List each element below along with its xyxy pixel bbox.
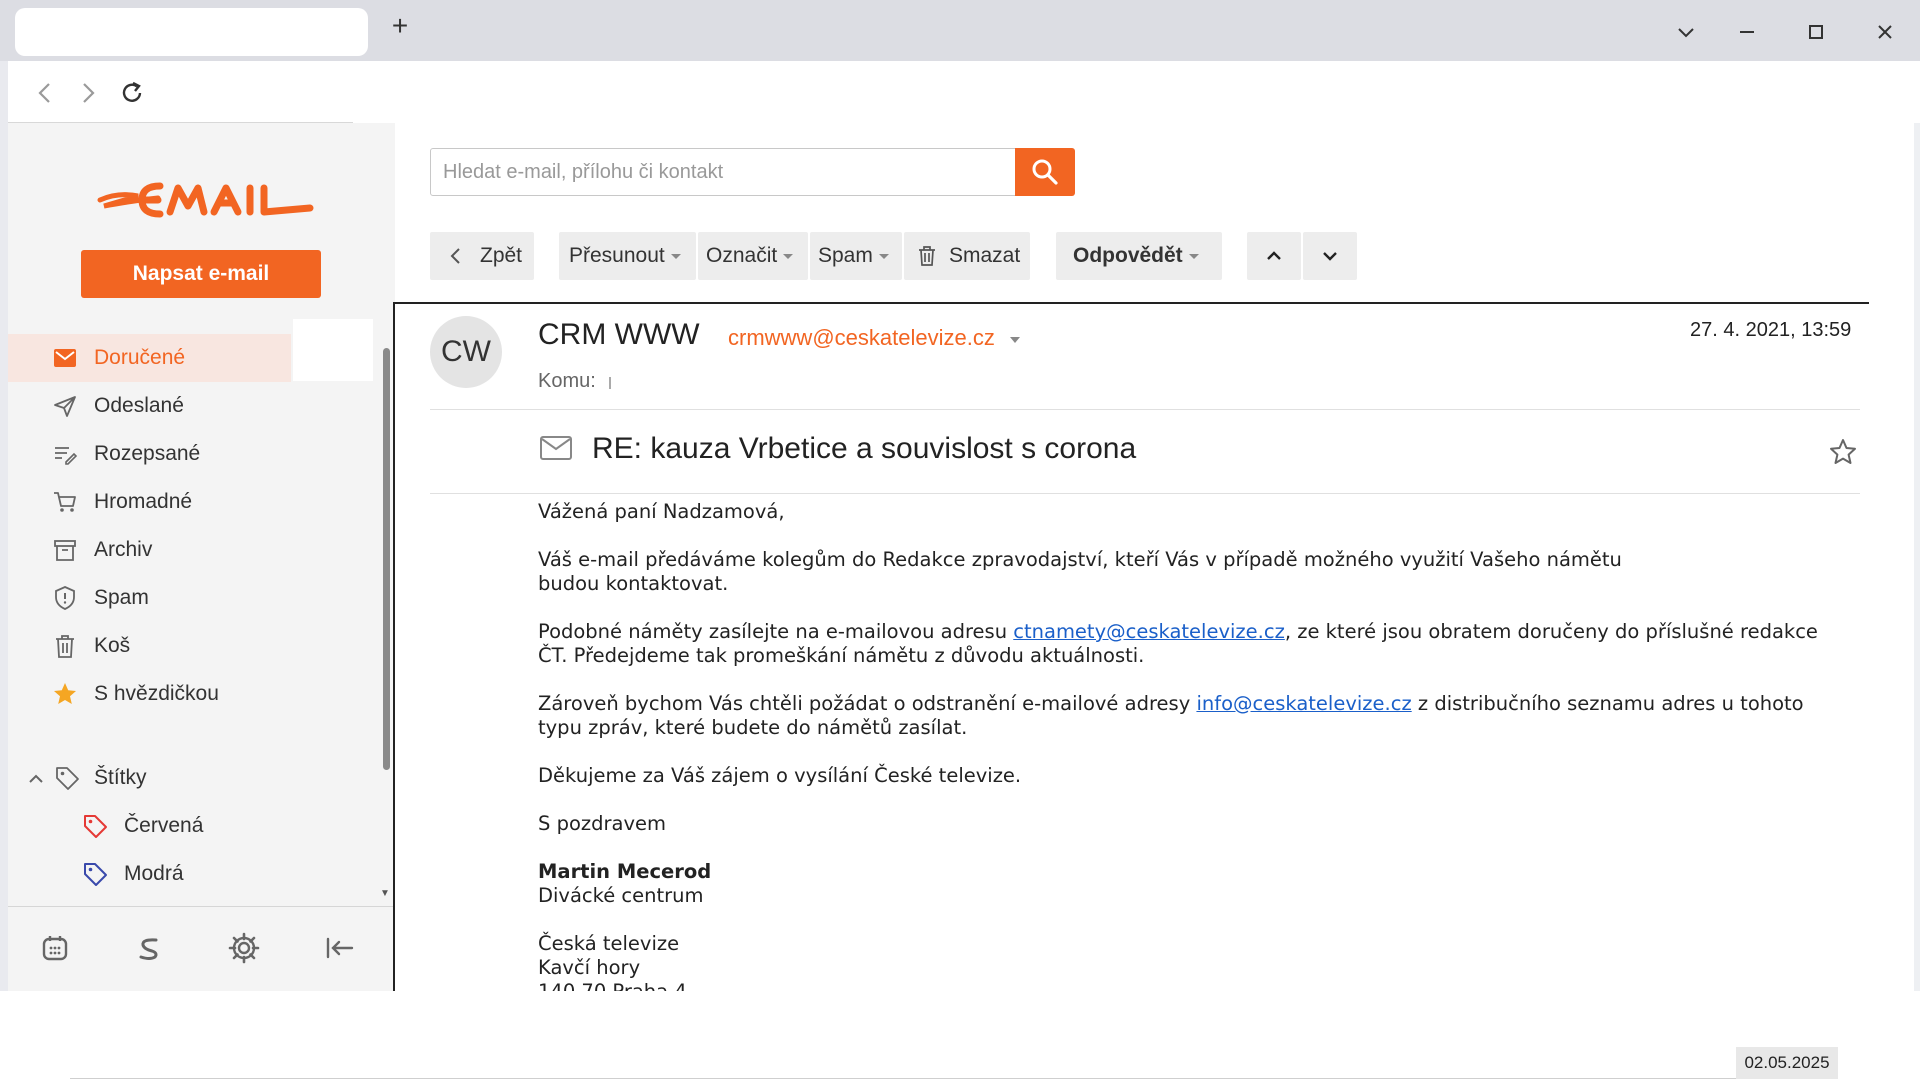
- envelope-outline-icon: [539, 434, 573, 462]
- body-text: Váš e-mail předáváme kolegům do Redakce zpravodajství, kteří Vás v případě možného využití Vašeho námětu: [538, 548, 1622, 571]
- previous-message-button[interactable]: [1247, 232, 1301, 280]
- compose-button[interactable]: Napsat e-mail: [81, 250, 321, 298]
- draft-icon: [52, 441, 78, 467]
- sidebar-labels-header[interactable]: [8, 754, 291, 802]
- body-text: budou kontaktovat.: [538, 572, 729, 595]
- organization-name: Česká televize: [538, 932, 680, 955]
- trash-icon: [52, 633, 78, 659]
- info-link[interactable]: info@ceskatelevize.cz: [1196, 692, 1412, 715]
- move-button[interactable]: [559, 232, 696, 280]
- page-bottom: [0, 991, 1920, 1087]
- body-paragraph: [538, 692, 1858, 740]
- scroll-down-arrow-icon[interactable]: ▼: [380, 888, 390, 899]
- sidebar-item-drafts[interactable]: [8, 430, 291, 478]
- sidebar-item-spam[interactable]: [8, 574, 291, 622]
- body-text: Zároveň bychom Vás chtěli požádat o odstranění e-mailové adresy: [538, 692, 1197, 715]
- recipient-label: Komu:: [538, 370, 596, 392]
- sidebar-item-label: Rozepsané: [94, 442, 201, 465]
- maximize-icon[interactable]: [1800, 16, 1832, 48]
- window-edge: [0, 61, 8, 991]
- body-text: z distribučního seznamu adres u tohoto: [1411, 692, 1804, 715]
- trash-icon: [916, 245, 938, 267]
- new-tab-button[interactable]: +: [391, 10, 409, 41]
- body-paragraph: [538, 548, 1858, 596]
- body-text: typu zpráv, které budete do námětů zasílat.: [538, 716, 968, 739]
- sidebar-footer: [8, 906, 395, 991]
- sidebar-item-trash[interactable]: [8, 622, 291, 670]
- seznam-s-icon[interactable]: [132, 931, 166, 965]
- avatar: CW: [430, 316, 502, 388]
- sidebar-item-label: S hvězdičkou: [94, 682, 219, 705]
- sidebar-item-starred[interactable]: [8, 670, 291, 718]
- chevron-left-icon: [446, 246, 466, 266]
- calendar-icon[interactable]: [38, 931, 72, 965]
- body-paragraph: [538, 620, 1858, 668]
- delete-button[interactable]: [904, 232, 1030, 280]
- tab-list-icon[interactable]: [1670, 16, 1702, 48]
- message-body: [538, 500, 1858, 989]
- sidebar-item-label: Odeslané: [94, 394, 184, 417]
- tag-red-icon: [82, 813, 108, 839]
- sidebar-item-label: Modrá: [124, 862, 184, 885]
- sidebar-item-sent[interactable]: [8, 382, 291, 430]
- gear-icon[interactable]: [227, 931, 261, 965]
- tag-icon: [54, 765, 80, 791]
- sidebar-item-label: Štítky: [94, 766, 147, 789]
- divider: [430, 493, 1860, 494]
- close-icon[interactable]: [1869, 16, 1901, 48]
- mark-label: Označit: [706, 244, 778, 267]
- sidebar-scrollbar[interactable]: [383, 348, 390, 770]
- divider: [70, 1078, 1830, 1079]
- signature: [538, 860, 1858, 908]
- archive-icon: [52, 537, 78, 563]
- greeting: Vážená paní Nadzamová,: [538, 500, 785, 523]
- caret-down-icon: [879, 254, 889, 259]
- body-text: Podobné náměty zasílejte na e-mailovou adresu: [538, 620, 1014, 643]
- sidebar-item-label: Koš: [94, 634, 131, 657]
- caret-down-icon[interactable]: [1010, 337, 1020, 343]
- tag-blue-icon: [82, 861, 108, 887]
- chevron-up-icon[interactable]: [26, 769, 46, 789]
- send-icon: [52, 393, 78, 419]
- signature-department: Divácké centrum: [538, 884, 704, 907]
- closing: S pozdravem: [538, 812, 666, 835]
- divider: [430, 409, 1860, 410]
- mark-button[interactable]: [698, 232, 808, 280]
- shield-icon: [52, 585, 78, 611]
- spam-label: Spam: [818, 244, 873, 267]
- star-icon: [52, 681, 78, 707]
- forward-arrow-icon[interactable]: [73, 78, 103, 108]
- reply-button[interactable]: [1056, 232, 1222, 280]
- chevron-down-icon: [1320, 246, 1340, 266]
- body-text: ČT. Předejdeme tak promeškání námětu z důvodu aktuálnosti.: [538, 644, 1145, 667]
- star-outline-icon[interactable]: [1828, 437, 1858, 467]
- body-text: , ze které jsou obratem doručeny do příslušné redakce: [1284, 620, 1818, 643]
- title-bar: [0, 0, 1920, 61]
- back-button[interactable]: [430, 232, 534, 280]
- signature-name: Martin Mecerod: [538, 860, 712, 883]
- navigation-bar: [8, 61, 1920, 123]
- sidebar-item-label: Doručené: [94, 346, 186, 369]
- chevron-up-icon: [1264, 246, 1284, 266]
- sidebar-item-label: Červená: [124, 814, 204, 837]
- date-stamp: 02.05.2025: [1736, 1047, 1838, 1079]
- search-icon: [1031, 158, 1059, 186]
- body-paragraph: Děkujeme za Váš zájem o vysílání České televize.: [538, 764, 1022, 787]
- caret-down-icon: [1189, 254, 1199, 259]
- caret-down-icon: [783, 254, 793, 259]
- recipient-value: [609, 377, 611, 389]
- collapse-sidebar-icon[interactable]: [322, 931, 356, 965]
- reply-label: Odpovědět: [1073, 244, 1183, 267]
- ctnamety-link[interactable]: ctnamety@ceskatelevize.cz: [1013, 620, 1285, 643]
- sidebar: [8, 123, 395, 991]
- delete-label: Smazat: [949, 244, 1021, 267]
- sidebar-item-label: Spam: [94, 586, 149, 609]
- blank-panel: [293, 319, 373, 381]
- message-date: 27. 4. 2021, 13:59: [1690, 319, 1852, 341]
- caret-down-icon: [671, 254, 681, 259]
- next-message-button[interactable]: [1303, 232, 1357, 280]
- sender-name: CRM WWW: [538, 318, 700, 351]
- back-arrow-icon[interactable]: [30, 78, 60, 108]
- sidebar-label-blue[interactable]: [8, 850, 291, 898]
- spam-button[interactable]: [810, 232, 902, 280]
- sidebar-item-archive[interactable]: [8, 526, 291, 574]
- minimize-icon[interactable]: [1731, 16, 1763, 48]
- email-logo[interactable]: [98, 168, 313, 230]
- cart-icon: [52, 489, 78, 515]
- sidebar-label-red[interactable]: [8, 802, 291, 850]
- back-label: Zpět: [480, 244, 523, 267]
- envelope-icon: [52, 345, 78, 371]
- sidebar-item-label: Archiv: [94, 538, 153, 561]
- search-button[interactable]: [1015, 148, 1075, 196]
- organization-address: Kavčí hory: [538, 956, 641, 979]
- reload-icon[interactable]: [117, 78, 147, 108]
- sidebar-item-label: Hromadné: [94, 490, 193, 513]
- sidebar-item-bulk[interactable]: [8, 478, 291, 526]
- message-subject: RE: kauza Vrbetice a souvislost s corona: [592, 432, 1137, 465]
- browser-tab[interactable]: [15, 8, 368, 56]
- move-label: Přesunout: [569, 244, 665, 267]
- sender-email[interactable]: crmwww@ceskatelevize.cz: [728, 325, 995, 350]
- window-edge: [1914, 61, 1920, 991]
- sidebar-item-inbox[interactable]: [8, 334, 291, 382]
- search-input[interactable]: Hledat e-mail, přílohu či kontakt: [430, 148, 1016, 196]
